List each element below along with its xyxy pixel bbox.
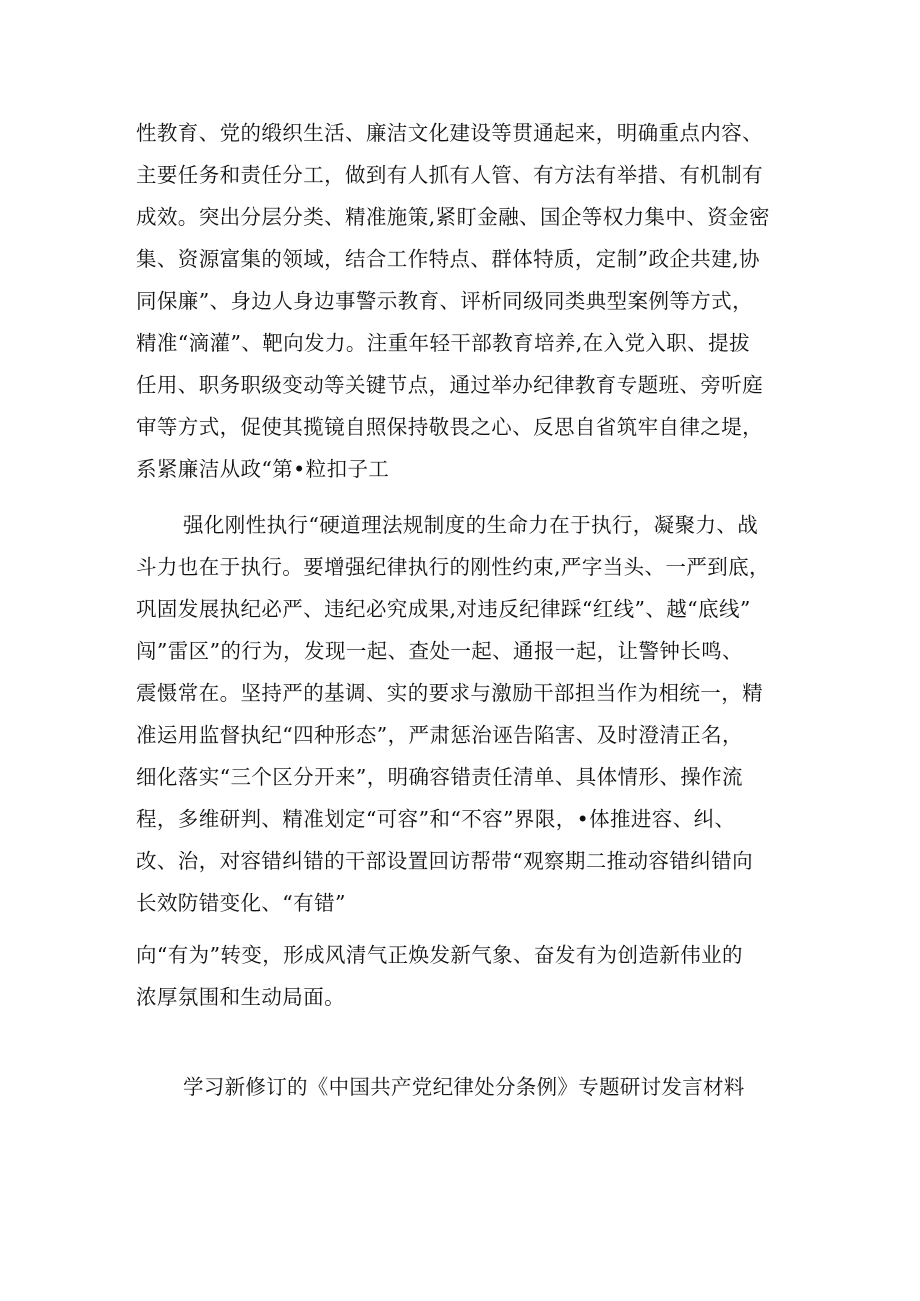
- paragraph2-line-3: 巩固发展执纪必严、违纪必究成果,对违反纪律踩“红线”、越“底线”: [136, 597, 751, 621]
- paragraph1-line-6: 精准“滴灌”、靶向发力。注重年轻干部教育培养,在入党入职、提拔: [136, 331, 750, 355]
- paragraph2-line-5: 震慑常在。坚持严的基调、实的要求与激励干部担当作为相统一，精: [136, 681, 763, 705]
- paragraph2-line-12: 浓厚氛围和生动局面。: [136, 985, 345, 1009]
- paragraph2-line-8: 程，多维研判、精准划定“可容”和“不容”界限，•体推进容、纠、: [136, 807, 736, 831]
- paragraph1-line-7: 任用、职务职级变动等关键节点，通过举办纪律教育专题班、旁听庭: [136, 373, 763, 397]
- paragraph1-line-2: 主要任务和责任分工，做到有人抓有人管、有方法有举措、有机制有: [136, 163, 763, 187]
- paragraph1-line-1: 性教育、党的缎织生活、廉洁文化建设等贯通起来，明确重点内容、: [136, 121, 763, 145]
- paragraph2-line-2: 斗力也在于执行。要增强纪律执行的刚性约束,严字当头、一严到底，: [136, 555, 770, 579]
- paragraph2-line-11: 向“有为”转变，形成风清气正焕发新气象、奋发有为创造新伟业的: [136, 943, 743, 967]
- paragraph2-line-10: 长效防错变化、“有错”: [136, 891, 346, 915]
- paragraph2-line-1: 强化刚性执行“硬道理法规制度的生命力在于执行，凝聚力、战: [183, 513, 759, 537]
- paragraph1-line-3: 成效。突出分层分类、精准施策,紧盯金融、国企等权力集中、资金密: [136, 205, 770, 229]
- paragraph2-line-7: 细化落实“三个区分开来”，明确容错责任清单、具体情形、操作流: [136, 765, 743, 789]
- paragraph1-line-9: 系紧廉洁从政“第•粒扣子工: [136, 457, 390, 481]
- paragraph1-line-5: 同保廉”、身边人身边事警示教育、评析同级同类典型案例等方式，: [136, 289, 753, 313]
- document-title: 学习新修订的《中国共产党纪律处分条例》专题研讨发言材料: [183, 1075, 745, 1099]
- paragraph2-line-9: 改、治，对容错纠错的干部设置回访帮带“观察期二推动容错纠错向: [136, 849, 753, 873]
- paragraph1-line-4: 集、资源富集的领域，结合工作特点、群体特质，定制”政企共建,协: [136, 247, 760, 271]
- paragraph2-line-4: 闯”雷区”的行为，发现一起、查处一起、通报一起，让警钟长鸣、: [136, 639, 743, 663]
- paragraph2-line-6: 准运用监督执纪“四种形态”，严肃惩治诬告陷害、及时澄清正名，: [136, 723, 743, 747]
- paragraph1-line-8: 审等方式，促使其揽镜自照保持敬畏之心、反思自省筑牢自律之堤，: [136, 415, 763, 439]
